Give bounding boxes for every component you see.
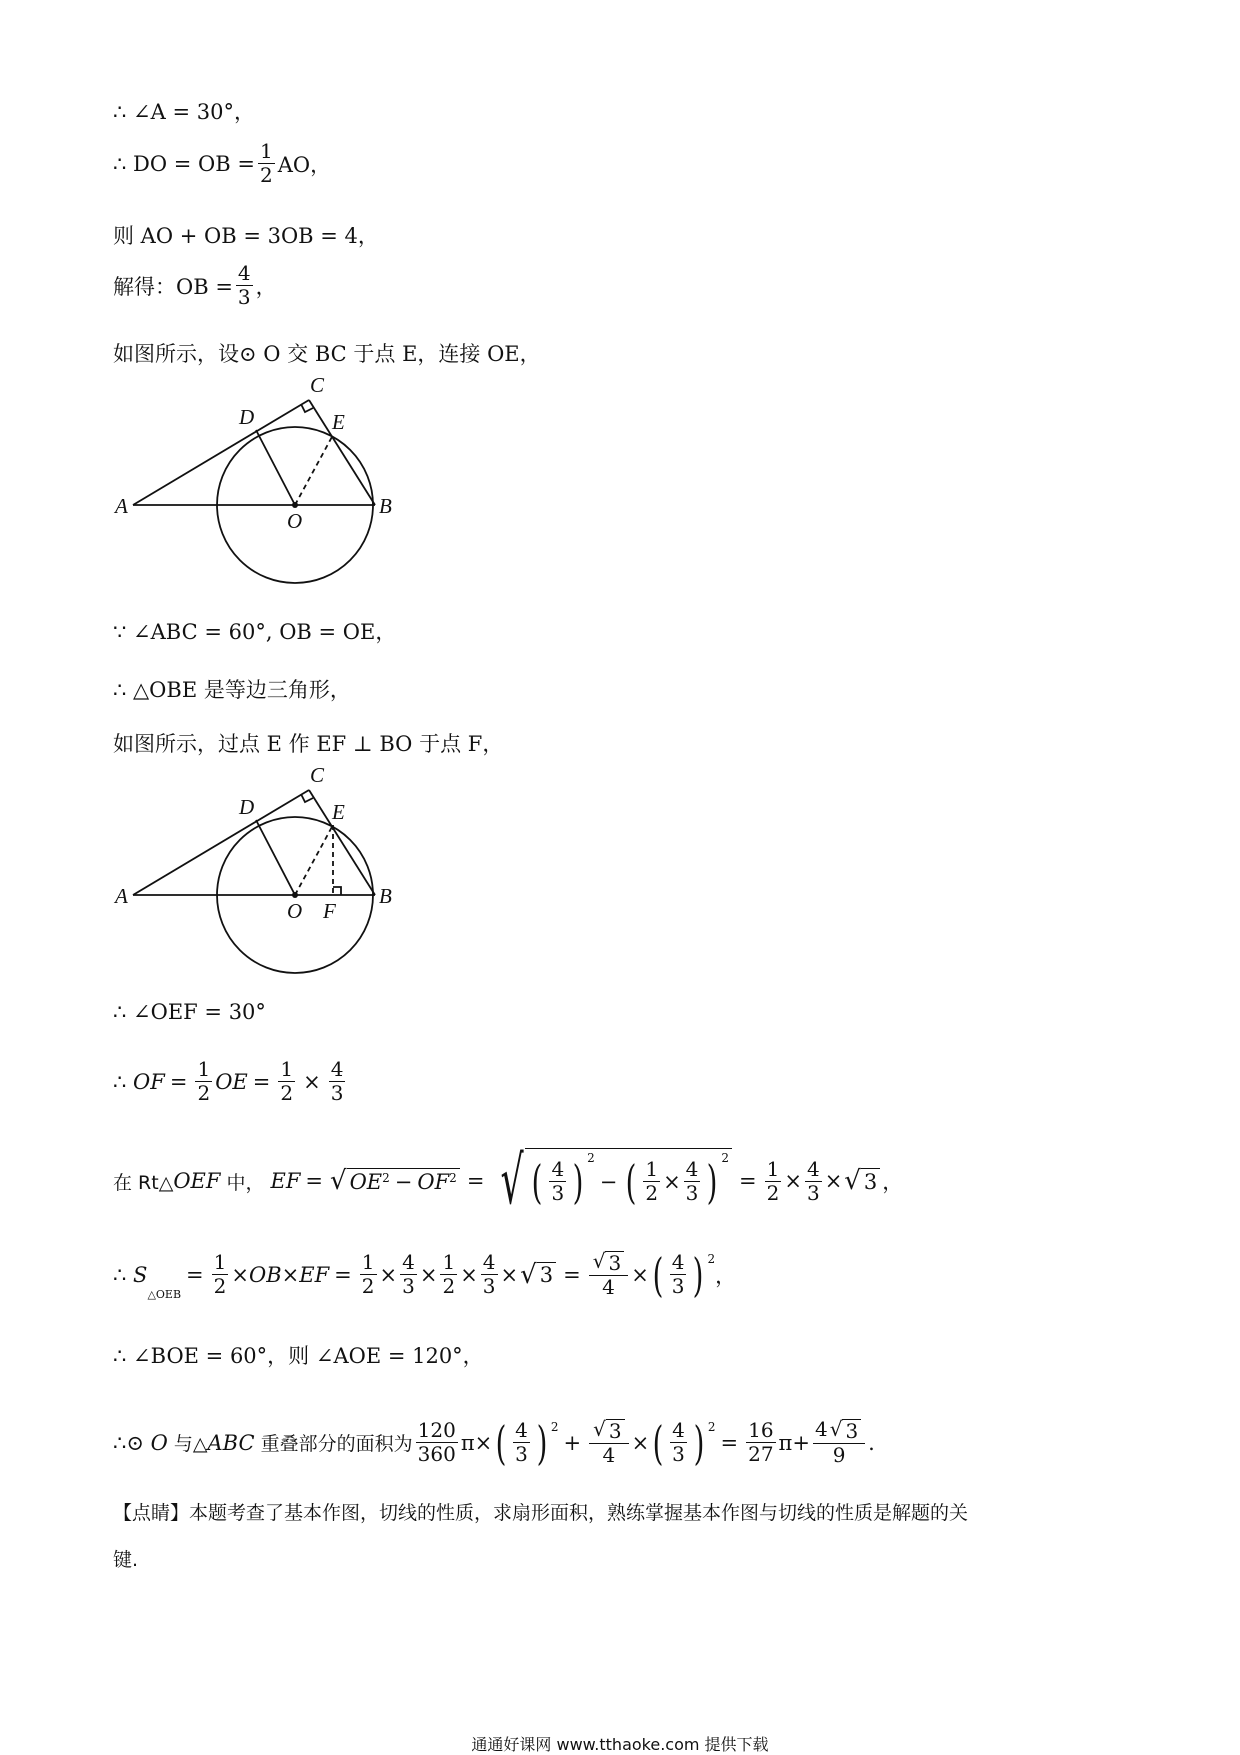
comment-text-end: 键. — [113, 1549, 139, 1571]
text: 如图所示，过点 E 作 EF ⊥ BO 于点 F， — [113, 732, 504, 756]
label-e: E — [332, 410, 345, 434]
footer: 通通好课网 www.tthaoke.com 提供下载 — [471, 1735, 769, 1754]
geometry-figure-2 — [113, 762, 413, 974]
text: ∴ ∠BOE = 60°，则 ∠AOE = 120°， — [113, 1344, 484, 1368]
text: ∴ ∠OEF = 30° — [113, 1000, 266, 1024]
line-comment-end — [113, 1545, 138, 1572]
segment-ac — [133, 790, 309, 895]
segment-oe — [295, 825, 333, 895]
text: AO， — [277, 152, 332, 177]
label-o: O — [287, 509, 303, 533]
label-a: A — [115, 494, 128, 518]
fraction — [258, 140, 275, 187]
label-d: D — [239, 795, 255, 819]
geometry-figure-1 — [113, 372, 413, 584]
line-angle-a — [113, 96, 255, 126]
line-ef: 在 Rt△ OEF 中， EF = √ OE 2 − OF 2 = √ ( $\frac{4}{3}$ ) 2 − ( $\frac{1}{2}$ × $\frac{4}{3}$ ) 2 = $\frac{1}{2}$ × $\frac{4}{3}$ × √ 3 ， — [113, 1142, 904, 1219]
label-f: F — [323, 899, 336, 923]
right-angle-mark-f — [333, 887, 341, 895]
label-c: C — [310, 373, 325, 397]
label-b: B — [379, 494, 392, 518]
text: ∴ ∠A = 30°， — [113, 100, 255, 124]
text: ∴ DO = OB = — [113, 151, 255, 176]
line-do-ob — [113, 140, 331, 187]
line-abc-60 — [113, 616, 396, 646]
text: 如图所示，设⊙ O 交 BC 于点 E，连接 OE， — [113, 342, 541, 366]
text: 解得：OB = — [113, 274, 233, 299]
label-c: C — [310, 763, 325, 787]
numerator: 4 — [237, 261, 251, 285]
label-o: O — [287, 899, 303, 923]
text: ， — [255, 274, 277, 299]
right-angle-mark-c — [301, 794, 313, 802]
line-area-triangle: ∴ S △OEB = $\frac{1}{2}$ × OB × EF = $\frac{1}{2}$ × $\frac{4}{3}$ × $\frac{1}{2}$ × $\frac{4}{3}$ × √ 3 = √ 3 4 × ( $\frac{4}{3}$ ) 2 ， — [113, 1247, 737, 1302]
line-overlap-area: ∴⊙ O 与△ ABC 重叠部分的面积为 $\frac{120}{360}$ π× ( $\frac{4}{3}$ ) 2 + √ 3 4 × ( $\frac{4}{3}$ ) 2 = $\frac{16}{27}$ π+ 4 √ 3 9 . — [113, 1415, 875, 1470]
line-boe-aoe — [113, 1340, 484, 1370]
numerator: 1 — [259, 139, 273, 163]
line-ao-ob — [113, 220, 379, 250]
line-perpendicular — [113, 728, 503, 758]
point-o — [292, 502, 298, 508]
text: ∴ △OBE 是等边三角形， — [113, 678, 351, 702]
line-of: ∴ OF = $\frac{1}{2}$ OE = $\frac{1}{2}$ × $\frac{4}{3}$ — [113, 1057, 344, 1105]
fraction — [236, 262, 253, 309]
line-intersect — [113, 338, 541, 368]
denominator: 3 — [237, 285, 251, 309]
line-oef-30 — [113, 1000, 266, 1024]
label-a: A — [115, 884, 128, 908]
point-o — [292, 892, 298, 898]
label-d: D — [239, 405, 255, 429]
segment-od — [256, 430, 295, 505]
line-equilateral — [113, 674, 351, 704]
right-angle-mark — [301, 404, 313, 412]
line-solve-ob — [113, 262, 277, 309]
segment-oe — [295, 435, 333, 505]
text: 则 AO + OB = 3OB = 4， — [113, 224, 379, 248]
comment-text: 【点睛】本题考查了基本作图，切线的性质，求扇形面积，熟练掌握基本作图与切线的性质是解题的关 — [113, 1502, 969, 1524]
text: ∵ ∠ABC = 60°, OB = OE， — [113, 620, 397, 644]
label-b: B — [379, 884, 392, 908]
segment-ac — [133, 400, 309, 505]
denominator: 2 — [259, 163, 273, 187]
line-comment — [113, 1498, 968, 1525]
segment-od — [256, 820, 295, 895]
label-e: E — [332, 800, 345, 824]
